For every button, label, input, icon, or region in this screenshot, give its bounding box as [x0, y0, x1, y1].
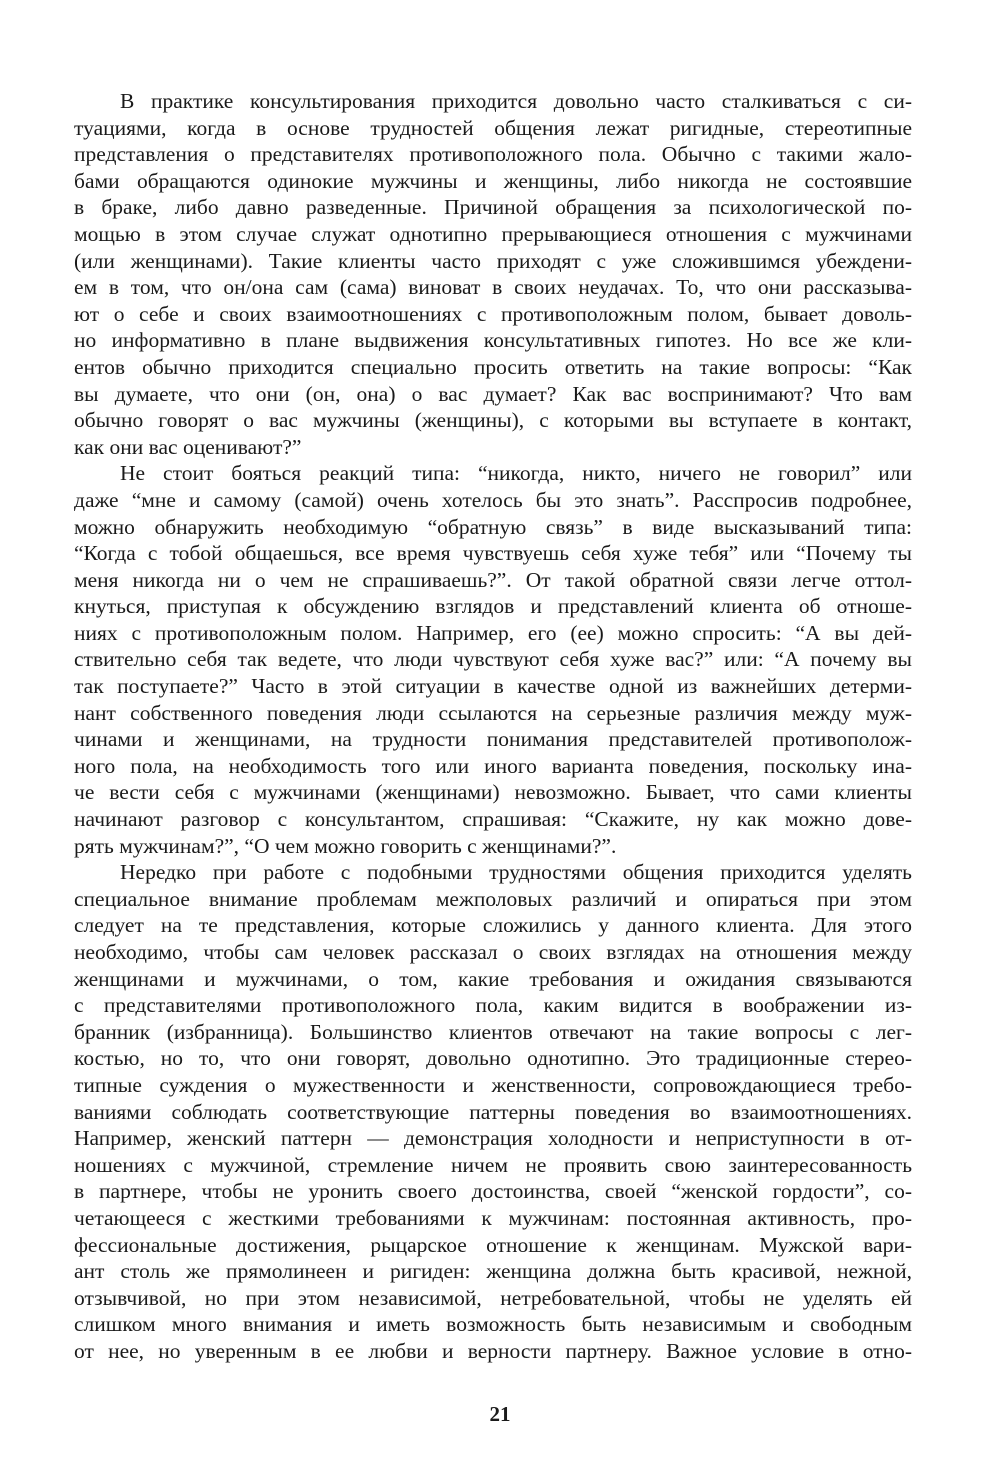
text-line: в партнере, чтобы не уронить своего достоинства, своей “женской гордости”, со-: [74, 1179, 912, 1204]
text-line: даже “мне и самому (самой) очень хотелось бы это знать”. Расспросив подробнее,: [74, 487, 912, 512]
text-line: (или женщинами). Такие клиенты часто приходят с уже сложившимся убеждени-: [74, 248, 912, 273]
text-line: ют о себе и своих взаимоотношениях с противоположным полом, бывает доволь-: [74, 301, 912, 326]
text-line: костью, но то, что они говорят, довольно однотипно. Это традиционные стерео-: [74, 1046, 912, 1071]
text-line: вы думаете, что они (он, она) о вас думает? Как вас воспринимают? Что вам: [74, 381, 912, 406]
text-line: обычно говорят о вас мужчины (женщины), с которыми вы вступаете в контакт,: [74, 408, 912, 433]
text-line: Не стоит бояться реакций типа: “никогда, никто, ничего не говорил” или: [120, 461, 912, 486]
text-line: но информативно в плане выдвижения консультативных гипотез. Но все же кли-: [74, 328, 912, 353]
text-line: меня никогда ни о чем не спрашиваешь?”. От такой обратной связи легче оттол-: [74, 567, 912, 592]
text-line: ентов обычно приходится специально просить ответить на такие вопросы: “Как: [74, 354, 912, 379]
text-line: кнуться, приступая к обсуждению взглядов и представлений клиента об отноше-: [74, 594, 912, 619]
text-line: бранник (избранница). Большинство клиентов отвечают на такие вопросы с лег-: [74, 1019, 912, 1044]
text-line: ем в том, что он/она сам (сама) виноват в своих неудачах. То, что они рассказыва-: [74, 275, 912, 300]
text-line: в браке, либо давно разведенные. Причиной обращения за психологической по-: [74, 195, 912, 220]
text-line: типные суждения о мужественности и женственности, сопровождающиеся требо-: [74, 1072, 912, 1097]
text-line: четающееся с жесткими требованиями к мужчинам: постоянная активность, про-: [74, 1205, 912, 1230]
text-line: рять мужчинам?”, “О чем можно говорить с женщинами?”.: [74, 833, 617, 858]
paragraph-2: [74, 460, 912, 859]
text-line: отзывчивой, но при этом независимой, нетребовательной, чтобы не уделять ей: [74, 1285, 912, 1310]
text-line: женщинами и мужчинами, о том, какие требования и ожидания связываются: [74, 966, 912, 991]
text-line: как они вас оценивают?”: [74, 434, 302, 459]
text-line: ствительно себя так ведете, что люди чувствуют себя хуже вас?” или: “А почему вы: [74, 647, 912, 672]
text-line: чинами и женщинами, на трудности понимания представителей противополож-: [74, 727, 912, 752]
paragraph-3: [74, 859, 912, 1364]
text-line: от нее, но уверенным в ее любви и верности партнеру. Важное условие в отно-: [74, 1338, 912, 1363]
text-line: представления о представителях противоположного пола. Обычно с такими жало-: [74, 142, 912, 167]
text-line: нант собственного поведения люди ссылаются на серьезные различия между муж-: [74, 700, 912, 725]
text-line: необходимо, чтобы сам человек рассказал о своих взглядах на отношения между: [74, 940, 912, 964]
text-line: слишком много внимания и иметь возможность быть независимым и свободным: [74, 1312, 912, 1337]
text-line: Например, женский паттерн — демонстрация холодности и неприступности в от-: [74, 1126, 912, 1151]
text-line: В практике консультирования приходится довольно часто сталкиваться с си-: [120, 89, 912, 113]
text-line: с представителями противоположного пола, каким видится в воображении из-: [74, 993, 912, 1018]
text-line: Нередко при работе с подобными трудностями общения приходится уделять: [120, 860, 912, 885]
text-line: бами обращаются одинокие мужчины и женщины, либо никогда не состоявшие: [74, 168, 912, 193]
text-line: ниях с противоположным полом. Например, его (ее) можно спросить: “А вы дей-: [74, 620, 912, 645]
text-line: ваниями соблюдать соответствующие паттерны поведения во взаимоотношениях.: [74, 1099, 912, 1124]
text-line: можно обнаружить необходимую “обратную связь” в виде высказываний типа:: [74, 514, 912, 539]
text-line: че вести себя с мужчинами (женщинами) невозможно. Бывает, что сами клиенты: [74, 780, 912, 805]
text-line: “Когда с тобой общаешься, все время чувствуешь себя хуже тебя” или “Почему ты: [74, 541, 912, 566]
text-line: мощью в этом случае служат однотипно прерывающиеся отношения с мужчинами: [74, 221, 912, 246]
text-line: туациями, когда в основе трудностей общения лежат ригидные, стереотипные: [74, 115, 912, 140]
text-line: ант столь же прямолинеен и ригиден: женщина должна быть красивой, нежной,: [74, 1259, 912, 1284]
text-line: специальное внимание проблемам межполовых различий и опираться при этом: [74, 886, 912, 911]
paragraph-1: [74, 88, 912, 460]
text-line: ного пола, на необходимость того или иного варианта поведения, поскольку ина-: [74, 753, 912, 778]
page-number: 21: [489, 1402, 511, 1426]
text-line: ношениях с мужчиной, стремление ничем не проявить свою заинтересованность: [74, 1152, 912, 1177]
text-line: так поступаете?” Часто в этой ситуации в качестве одной из важнейших детерми-: [74, 674, 912, 699]
text-line: следует на те представления, которые сложились у данного клиента. Для этого: [74, 913, 912, 938]
page-body: [74, 88, 912, 1365]
text-line: начинают разговор с консультантом, спрашивая: “Скажите, ну как можно дове-: [74, 807, 912, 832]
text-line: фессиональные достижения, рыцарское отношение к женщинам. Мужской вари-: [74, 1232, 912, 1257]
